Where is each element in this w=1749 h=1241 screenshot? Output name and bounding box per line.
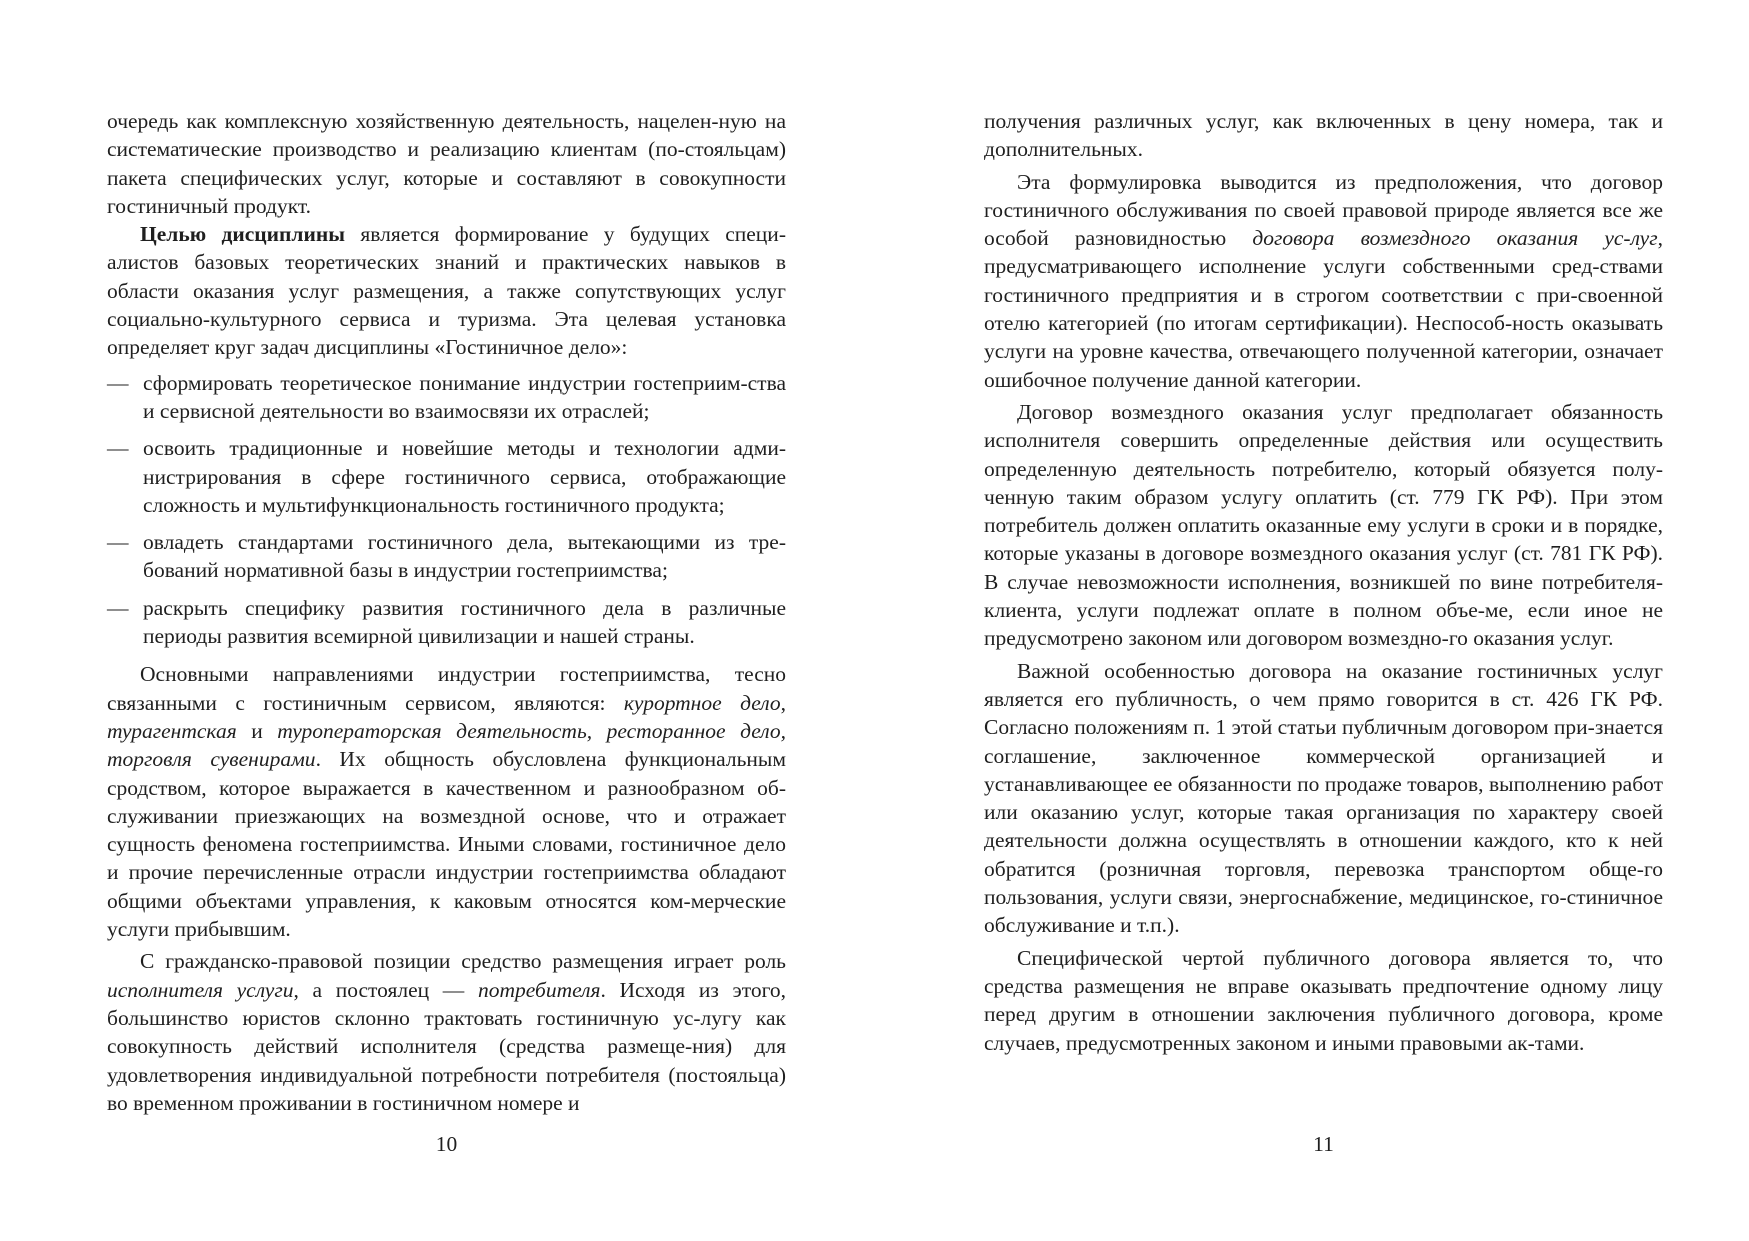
right-paragraph-3: Договор возмездного оказания услуг предполагает обязанность исполнителя совершить определенные действия или осуществить определенную деятельность потребителю, который обязуется полу-ченную таким образом услугу оплатить (ст. 779 ГК РФ). При этом потребитель должен оплатить оказанные ему услуги в сроки и в порядке, которые указаны в договоре возмездного оказания услуг (ст. 781 ГК РФ). В случае невозможности исполнения, возникшей по вине потребителя-клиента, услуги подлежат оплате в полном объе-ме, если иное не предусмотрено законом или договором возмездно-го оказания услуг. bbox=[984, 399, 1663, 651]
list-item: — раскрыть специфику развития гостиничного дела в различные периоды развития всемирной цивилизации и нашей страны. bbox=[107, 595, 786, 649]
discipline-goal-term: Целью дисциплины bbox=[140, 222, 346, 247]
right-paragraph-5: Специфической чертой публичного договора является то, что средства размещения не вправе оказывать предпочтение одному лицу перед другим в отношении заключения публичного договора, кроме случаев, предусмотренных законом и иными правовыми ак-тами. bbox=[984, 945, 1663, 1055]
list-item: — сформировать теоретическое понимание индустрии гостеприим-ства и сервисной деятельности во взаимосвязи их отраслей; bbox=[107, 370, 786, 423]
left-page bbox=[107, 107, 786, 1187]
task-list bbox=[107, 369, 786, 651]
right-paragraph-2: Эта формулировка выводится из предположения, что договор гостиничного обслуживания по своей правовой природе является все же особой разновидностью договора возмездного оказания ус-луг, предусматривающего исполнение услуги собственными сред-ствами гостиничного предприятия и в строгом соответствии с при-своенной отелю категорией (по итогам сертификации). Неспособ-ность оказывать услуги на уровне качества, отвечающего полученной категории, означает ошибочное получение данной категории. bbox=[984, 169, 1663, 392]
dash-mark: — bbox=[107, 595, 129, 620]
list-item: — овладеть стандартами гостиничного дела, вытекающими из тре-бований нормативной базы в индустрии гостеприимства; bbox=[107, 530, 786, 583]
dash-mark: — bbox=[107, 530, 129, 555]
right-page-body bbox=[984, 107, 1663, 1057]
left-paragraph-4: С гражданско-правовой позиции средство размещения играет роль исполнителя услуги, а постоялец — потребителя. Исходя из этого, большинство юристов склонно трактовать гостиничную ус-лугу как совокупность действий исполнителя (средства размеще-ния) для удовлетворения индивидуальной потребности потребителя (постояльца) во временном проживании в гостиничном номере и bbox=[107, 949, 786, 1115]
list-item: — освоить традиционные и новейшие методы и технологии адми-нистрирования в сфере гостиничного сервиса, отображающие сложность и мультифункциональность гостиничного продукта; bbox=[107, 436, 786, 517]
dash-mark: — bbox=[107, 370, 129, 395]
page-number-right: 11 bbox=[1313, 1132, 1334, 1156]
left-paragraph-3: Основными направлениями индустрии гостеприимства, тесно связанными с гостиничным сервисом, являются: курортное дело, турагентская и туроператорская деятельность, ресторанное дело, торговля сувенирами. Их общность обусловлена функциональным сродством, которое выражается в качественном и разнообразном об-служивании приезжающих на возмездной основе, что и отражает сущность феномена гостеприимства. Иными словами, гостиничное дело и прочие перечисленные отрасли индустрии гостеприимства обладают общими объектами управления, к каковым относятся ком-мерческие услуги прибывшим. bbox=[107, 662, 786, 942]
left-paragraph-1: очередь как комплексную хозяйственную деятельность, нацелен-ную на систематические производство и реализацию клиентам (по-стояльцам) пакета специфических услуг, которые и составляют в совокупности гостиничный продукт. bbox=[107, 109, 786, 218]
right-paragraph-1: получения различных услуг, как включенных в цену номера, так и дополнительных. bbox=[984, 109, 1663, 162]
right-paragraph-4: Важной особенностью договора на оказание гостиничных услуг является его публичность, о чем прямо говорится в ст. 426 ГК РФ. Согласно положениям п. 1 этой статьи публичным договором при-знается соглашение, заключенное коммерческой организацией и устанавливающее ее обязанности по продаже товаров, выполнению работ или оказанию услуг, которые такая организация по характеру своей деятельности должна осуществлять в отношении каждого, кто к ней обратится (розничная торговля, перевозка транспортом обще-го пользования, услуги связи, энергоснабжение, медицинское, го-стиничное обслуживание и т.п.). bbox=[984, 658, 1663, 938]
page-number-left: 10 bbox=[435, 1132, 458, 1156]
right-page bbox=[984, 107, 1663, 1187]
dash-mark: — bbox=[107, 436, 129, 461]
left-page-body bbox=[107, 107, 786, 1117]
left-paragraph-2: Целью дисциплины является формирование у будущих специ-алистов базовых теоретических знаний и практических навыков в области оказания услуг размещения, а также сопутствующих услуг социально-культурного сервиса и туризма. Эта целевая установка определяет круг задач дисциплины «Гостиничное дело»: bbox=[107, 222, 786, 360]
